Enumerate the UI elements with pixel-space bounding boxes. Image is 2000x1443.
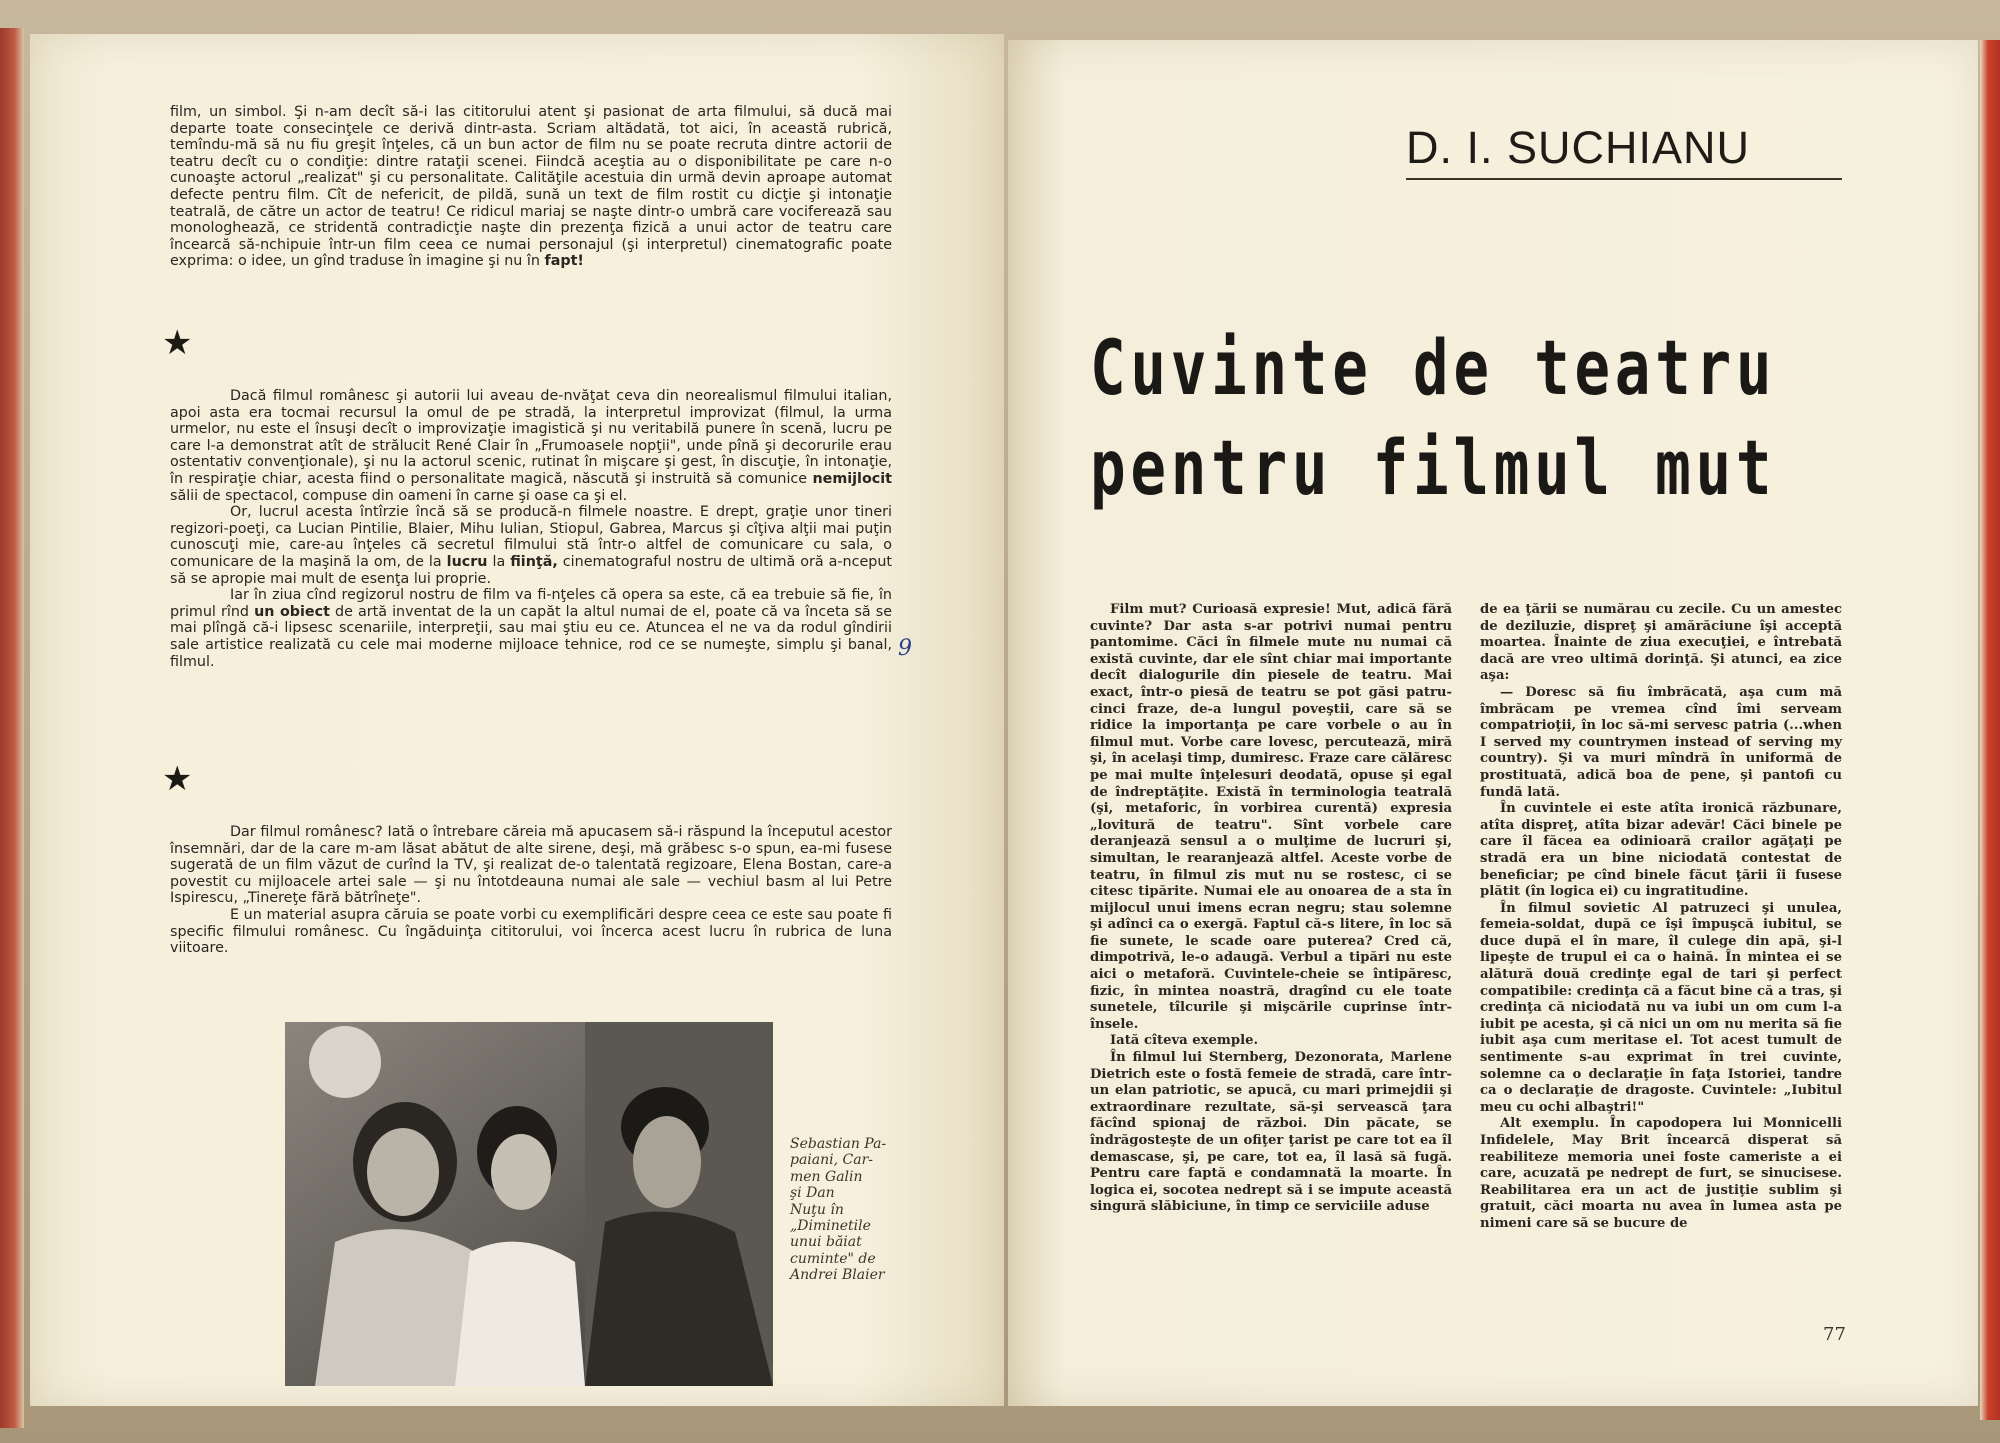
photo-caption — [790, 1136, 950, 1284]
text-run: Dacă filmul românesc şi autorii lui aveau de-nvăţat ceva din neorealismul filmului italian, apoi asta era tocmai recursul la omul de pe stradă, la interpretul improvizat (filmul, la urma urmelor, nu este el însuşi decît o improvizaţie imagistică şi nu veritabilă punere în scenă, lucru pe care l-a demonstrat atît de strălucit René Clair în „Frumoasele nopţii", unde pînă şi decorurile erau ostentativ convenţionale), şi nu la actorul scenic, rutinat în mişcare şi gest, în discuţie, în intonaţie, în respiraţie chiar, acesta fiind o personalitate magică, născută şi instruită să comunice — [170, 388, 892, 487]
text-run: la — [492, 553, 506, 570]
left-section-3 — [170, 824, 892, 957]
caption-line: „Diminetile — [790, 1218, 871, 1235]
text-run: de artă inventat de la un capăt la altul numai de el, poate că va înceta să se mai plîngă că-i lipsesc scenariile, interpreţii, sau mai ştiu eu ce. Atuncea el ne va da rodul gîndirii sale artistice realizată cu cele mai moderne mijloace tehnice, rod ce se numeşte, simplu şi banal, filmul. — [170, 603, 892, 670]
article-headline — [1090, 318, 1777, 518]
text-run: sălii de spectacol, compuse din oameni în carne şi oase ca şi el. — [170, 487, 628, 504]
article-column-1 — [1090, 602, 1452, 1216]
caption-line: Andrei Blaier — [790, 1267, 885, 1284]
caption-line: Nuţu în — [790, 1201, 844, 1218]
caption-line: unui băiat — [790, 1234, 862, 1251]
column-paragraph: În filmul sovietic Al patruzeci şi unulea, femeia-soldat, după ce îşi împuşcă iubitul, se duce după el în mare, îl culege din apă, şi-l lipeşte de trupul ei ca o haină. În mintea ei se alătură două credinţe egal de tari şi perfect compatibile: credinţa că a făcut bine că a tras, şi credinţa că niciodată nu va iubi un om cum l-a iubit pe acesta, şi că nici un om nu merita să fie iubit aşa cum meritase el. Tot acest tumult de sentimente s-au exprimat în trei cuvinte, solemne ca o declaraţie în faţa Istoriei, tandre ca o declaraţie de dragoste. Cuvintele: „Iubitul meu cu ochi albaştri!" — [1480, 900, 1842, 1115]
left-paragraph-1 — [170, 104, 892, 270]
left-section-2 — [170, 388, 892, 670]
column-paragraph: În cuvintele ei este atîta ironică răzbunare, atîta dispreţ, atîta bizar adevăr! Căci binele pe care îl făcea ea odinioară crailor agăţaţi pe stradă era un bine niciodată contestat de beneficiar; pe cînd binele făcut ţării îi fusese plătit (în logica ei) cu ingratitudine. — [1480, 801, 1842, 900]
section-star-icon: ★ — [162, 759, 193, 799]
bold-phrase-un-obiect: un obiect — [254, 603, 330, 620]
left-cover-edge — [0, 28, 24, 1428]
column-paragraph: Alt exemplu. În capodopera lui Monnicelli Infidelele, May Brit încearcă disperat să reabiliteze memoria unei foste cameriste a ei care, acuzată pe nedrept de furt, se sinucisese. Reabilitarea era un act de justiţie sublim şi gratuit, căci moarta nu avea în lumea asta pe nimeni care să se bucure de — [1480, 1116, 1842, 1231]
text-run: cinematograful nostru de ultimă oră a-nceput să se apropie mai mult de esenţa lui proprie. — [170, 553, 893, 587]
film-still-photo — [285, 1022, 773, 1386]
text-run: film, un simbol. Şi n-am decît să-i las cititorului atent şi pasionat de arta filmului, să ducă mai departe toate consecinţele ce derivă dintr-asta. Scriam altădată, tot aici, în această rubrică, temîndu-mă să nu fiu greşit înţeles, că un bun actor de film nu se poate recruta dintre actorii de teatru decît cu o condiţie: dintre rataţii scenei. Fiindcă aceştia au o disponibilitate pe care n-o cunoaşte actorul „realizat" şi cu personalitate. Calităţile acestuia din urmă devin aproape automat defecte pentru film. Cît de nefericit, de pildă, sună un text de film rostit cu dicţie şi intonaţie teatrală, de către un actor de teatru! Ce ridicul mariaj se naşte dintr-o umbră care vociferează sau monologhează, ce stridentă contradicţie naşte din prezenţa fizică a unui actor de teatru care încearcă să-nchipuie într-un film ceea ce numai personajul (şi interpretul) cinematografic poate exprima: o idee, un gînd traduse în imagine şi nu în — [170, 104, 892, 270]
caption-line: Sebastian Pa- — [790, 1136, 887, 1152]
page-number: 77 — [1823, 1324, 1846, 1345]
article-column-2 — [1480, 602, 1842, 1233]
section-star-icon: ★ — [162, 323, 193, 363]
author-underline — [1406, 178, 1842, 180]
bold-word-fapt: fapt! — [544, 253, 584, 270]
bold-word-lucru: lucru — [446, 553, 488, 570]
text-run: Iar în ziua cînd regizorul nostru de film va fi-nţeles că opera sa este, că ea trebuie să fie, în primul rînd — [170, 587, 892, 620]
caption-line: men Galin — [790, 1168, 863, 1185]
headline-line: Cuvinte de teatru — [1090, 323, 1777, 412]
column-paragraph: Iată cîteva exemple. — [1110, 1033, 1259, 1049]
caption-line: paiani, Car- — [790, 1152, 874, 1169]
column-paragraph: de ea ţării se numărau cu zecile. Cu un amestec de deziluzie, dispreţ şi amărăciune îşi acceptă moartea. Înainte de ziua execuţiei, e întrebată dacă are vreo ultimă dorinţă. Şi atunci, ea zice aşa: — [1480, 602, 1842, 684]
handwritten-pen-mark: 9 — [898, 636, 912, 661]
left-page — [30, 34, 1004, 1406]
caption-line: cuminte" de — [790, 1250, 876, 1267]
right-page — [1008, 40, 1978, 1406]
headline-line: pentru filmul mut — [1090, 423, 1777, 512]
column-paragraph: În filmul lui Sternberg, Dezonorata, Marlene Dietrich este o fostă femeie de stradă, care într-un elan patriotic, se apucă, cu mari primejdii şi extraordinare rezultate, să-şi servească ţara făcînd spionaj de război. Din păcate, se îndrăgosteşte de un ofiţer ţarist pe care tot ea îl demascase, şi, pe care, tot ea, îl lasă să fugă. Pentru care faptă e condamnată la moarte. În logica ei, socotea nedrept să i se impute această singură slăbiciune, în timp ce serviciile aduse — [1090, 1050, 1452, 1215]
text-run: Dar filmul românesc? Iată o întrebare căreia mă apucasem să-i răspund la începutul acestor însemnări, dar de la care m-am lăsat abătut de alte sirene, deşi, mă grăbesc s-o spun, ea-mi fusese sugerată de un film văzut de curînd la TV, şi realizat de-o talentată regizoare, Elena Bostan, care-a povestit cu mijloacele artei sale — şi nu întotdeauna numai ale sale — vechiul basm al lui Petre Ispirescu, „Tinereţe fără bătrîneţe". — [170, 824, 892, 907]
bold-word-fiinta: fiinţă, — [510, 553, 558, 570]
caption-line: şi Dan — [790, 1185, 835, 1202]
right-cover-edge — [1980, 40, 2000, 1420]
text-run: Or, lucrul acesta întîrzie încă să se producă-n filmele noastre. E drept, graţie unor tineri regizori-poeţi, ca Lucian Pintilie, Blaier, Mihu Iulian, Stiopul, Gabrea, Marcus şi cîţiva alţii mai puţin cunoscuţi mie, care-au înţeles că secretul filmului stă într-o altfel de comunicare cu sala, o comunicare de la maşină la om, de la — [170, 504, 892, 570]
column-paragraph: — Doresc să fiu îmbrăcată, aşa cum mă îmbrăcam pe vremea cînd îmi serveam compatrioţii, în loc să-mi servesc patria (...when I served my countrymen instead of serving my country). Şi va muri mîndră în uniformă de prostituată, adică boa de pene, şi pantofi cu fundă lată. — [1480, 684, 1842, 800]
bold-word-nemijlocit: nemijlocit — [812, 470, 892, 487]
text-run: E un material asupra căruia se poate vorbi cu exemplificări despre ceea ce este sau poate fi specific filmului românesc. Cu îngăduinţa cititorului, voi încerca acest lucru în rubrica de luna viitoare. — [170, 906, 892, 957]
column-paragraph: Film mut? Curioasă expresie! Mut, adică fără cuvinte? Dar asta s-ar potrivi numai pentru pantomime. Căci în filmele mute nu numai că există cuvinte, dar ele sînt chiar mai importante decît dialogurile din piesele de teatru. Mai exact, într-o piesă de teatru se pot găsi patru-cinci fraze, de-a lungul poveştii, care să se ridice la importanţa pe care vorbele o au în filmul mut. Vorbe care lovesc, percutează, miră şi, în acelaşi timp, dumiresc. Fraze care călăresc pe mai multe înţelesuri deodată, opuse şi egal de îndreptăţite. Există în terminologia teatrală (şi, metaforic, în vorbirea curentă) expresia „lovitură de teatru". Sînt vorbele care deranjează sensul a o mulţime de lucruri şi, simultan, le rearanjează altfel. Aceste vorbe de teatru, în filmul zis mut nu se rostesc, ci se citesc tipărite. Numai ele au onoarea de a sta în mijlocul unui imens ecran negru; stau solemne şi adînci ca o exergă. Faptul că-s litere, în loc să fie sunete, le scade oare puterea? Cred că, dimpotrivă, le-o adaugă. Verbul a tipări nu este aici o metaforă. Cuvintele-cheie se întipăresc, fizic, în mintea noastră, dragînd cu ele toate sunetele, tîlcurile şi mişcările cuprinse într-însele. — [1090, 602, 1452, 1032]
author-name: D. I. SUCHIANU — [1406, 122, 1751, 173]
